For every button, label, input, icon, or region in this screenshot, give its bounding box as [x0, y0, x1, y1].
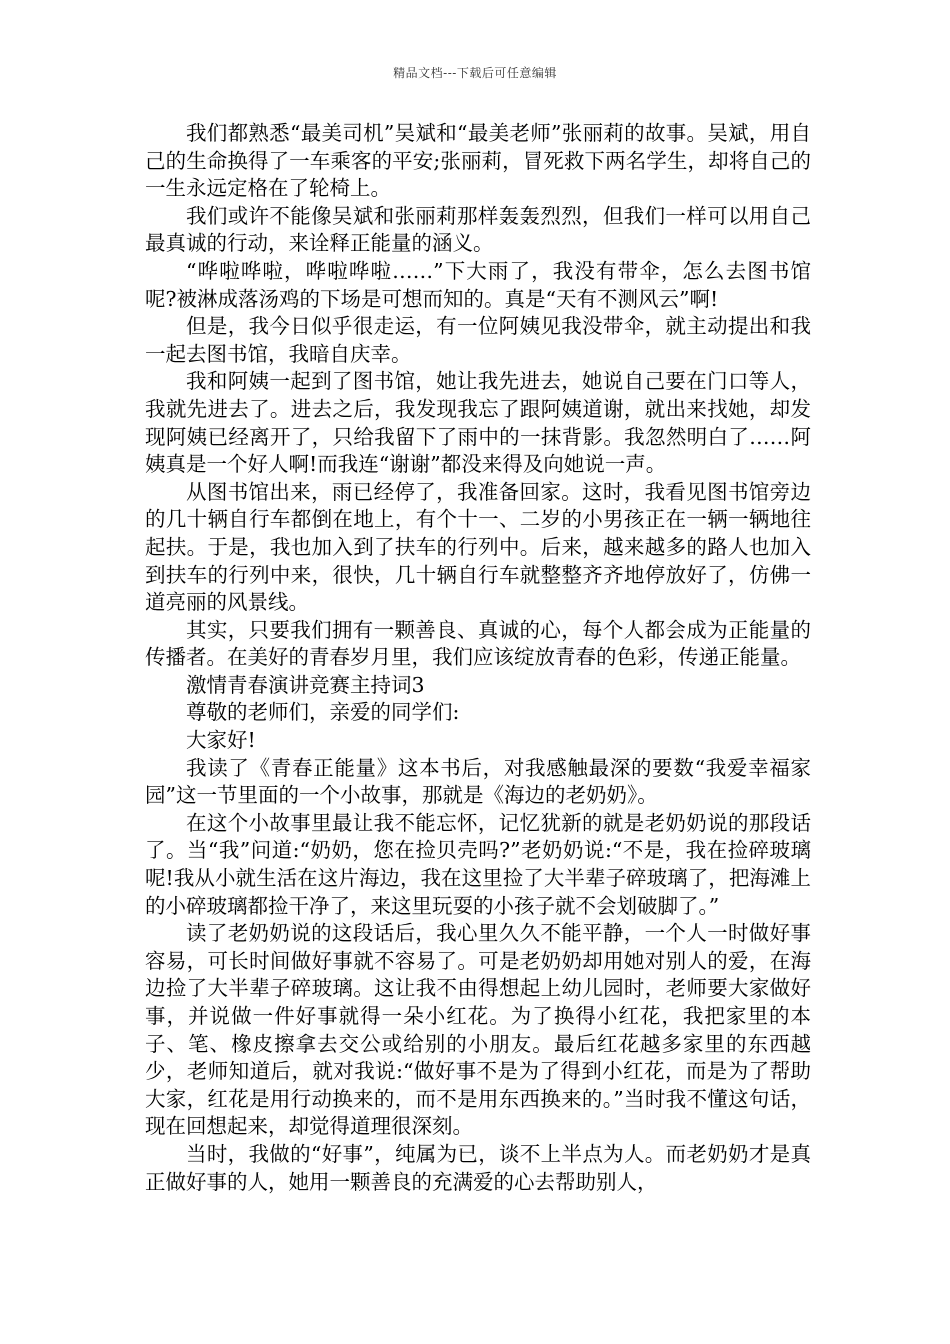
document-body	[145, 120, 811, 1196]
paragraph: 我们或许不能像吴斌和张丽莉那样轰轰烈烈，但我们一样可以用自己最真诚的行动，来诠释正能量的涵义。	[145, 203, 811, 256]
paragraph: 我们都熟悉“最美司机”吴斌和“最美老师”张丽莉的故事。吴斌，用自己的生命换得了一车乘客的平安;张丽莉，冒死救下两名学生，却将自己的一生永远定格在了轮椅上。	[145, 121, 811, 201]
paragraph: 其实，只要我们拥有一颗善良、真诚的心，每个人都会成为正能量的传播者。在美好的青春岁月里，我们应该绽放青春的色彩，传递正能量。	[145, 617, 811, 670]
salutation: 尊敬的老师们，亲爱的同学们:	[186, 700, 460, 725]
section-title: 激情青春演讲竞赛主持词3	[186, 672, 425, 697]
paragraph: 当时，我做的“好事”，纯属为已，谈不上半点为人。而老奶奶才是真正做好事的人，她用一颗善良的充满爱的心去帮助别人，	[145, 1141, 811, 1194]
paragraph: 我和阿姨一起到了图书馆，她让我先进去，她说自己要在门口等人，我就先进去了。进去之后，我发现我忘了跟阿姨道谢，就出来找她，却发现阿姨已经离开了，只给我留下了雨中的一抹背影。我忽然明白了……阿姨真是一个好人啊!而我连“谢谢”都没来得及向她说一声。	[145, 369, 811, 477]
paragraph: 但是，我今日似乎很走运，有一位阿姨见我没带伞，就主动提出和我一起去图书馆，我暗自庆幸。	[145, 314, 811, 366]
paragraph: 从图书馆出来，雨已经停了，我准备回家。这时，我看见图书馆旁边的几十辆自行车都倒在地上，有个十一、二岁的小男孩正在一辆一辆地往起扶。于是，我也加入到了扶车的行列中。后来，越来越多的路人也加入到扶车的行列中来，很快，几十辆自行车就整整齐齐地停放好了，仿佛一道亮丽的风景线。	[145, 479, 811, 615]
paragraph: 在这个小故事里最让我不能忘怀，记忆犹新的就是老奶奶说的那段话了。当“我”问道:“奶奶，您在捡贝壳吗?”老奶奶说:“不是，我在捡碎玻璃呢!我从小就生活在这片海边，我在这里捡了大半辈子碎玻璃了，把海滩上的小碎玻璃都捡干净了，来这里玩耍的小孩子就不会划破脚了。”	[145, 810, 811, 918]
paragraph: 读了老奶奶说的这段话后，我心里久久不能平静，一个人一时做好事容易，可长时间做好事就不容易了。可是老奶奶却用她对别人的爱，在海边捡了大半辈子碎玻璃。这让我不由得想起上幼儿园时，老师要大家做好事，并说做一件好事就得一朵小红花。为了换得小红花，我把家里的本子、笔、橡皮擦拿去交公或给别的小朋友。最后红花越多家里的东西越少，老师知道后，就对我说:“做好事不是为了得到小红花，而是为了帮助大家，红花是用行动换来的，而不是用东西换来的。”当时我不懂这句话，现在回想起来，却觉得道理很深刻。	[145, 921, 811, 1139]
paragraph: “哗啦哗啦，哗啦哗啦……”下大雨了，我没有带伞，怎么去图书馆呢?被淋成落汤鸡的下场是可想而知的。真是“天有不测风云”啊!	[145, 258, 811, 311]
page-header: 精品文档---下载后可任意编辑	[393, 66, 557, 80]
greeting: 大家好!	[186, 728, 256, 753]
paragraph: 我读了《青春正能量》这本书后，对我感触最深的要数“我爱幸福家园”这一节里面的一个小故事，那就是《海边的老奶奶》。	[145, 755, 811, 808]
